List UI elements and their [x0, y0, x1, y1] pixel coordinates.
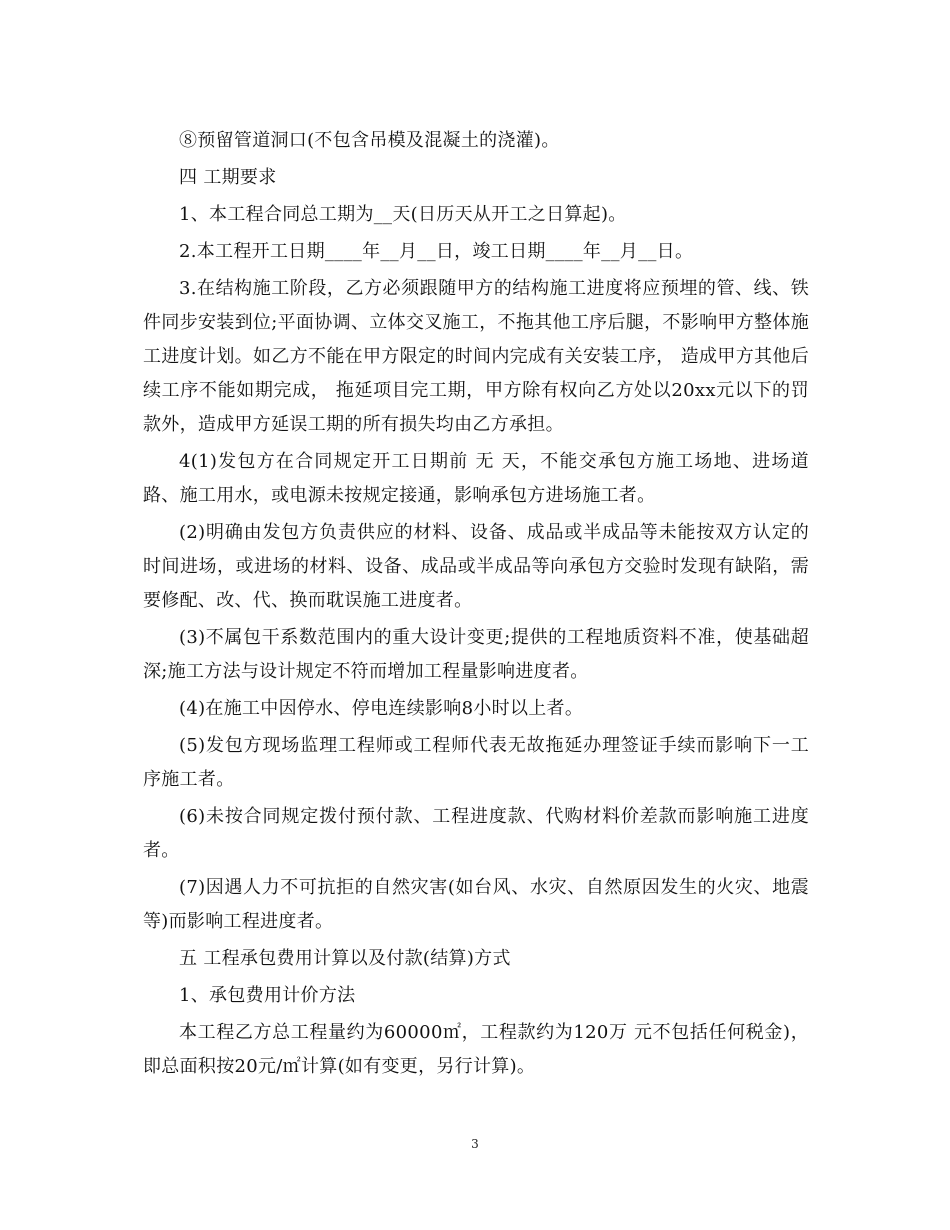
paragraph-item-4: (4)在施工中因停水、停电连续影响8小时以上者。	[179, 698, 584, 719]
paragraph-item-5: (5)发包方现场监理工程师或工程师代表无故拖延办理签证手续而影响下一工序施工者。	[143, 735, 809, 790]
paragraph-item-6: (6)未按合同规定拨付预付款、工程进度款、代购材料价差款而影响施工进度者。	[143, 806, 809, 861]
section-heading-schedule: 四 工期要求	[179, 167, 277, 188]
paragraph-item-3: (3)不属包干系数范围内的重大设计变更;提供的工程地质资料不准，使基础超深;施工方法与设计规定不符而增加工程量影响进度者。	[143, 627, 809, 682]
section-heading-payment: 五 工程承包费用计算以及付款(结算)方式	[179, 948, 511, 969]
paragraph-item-1: 4(1)发包方在合同规定开工日期前 无 天，不能交承包方施工场地、进场道路、施工用水，或电源未按规定接通，影响承包方进场施工者。	[143, 451, 809, 506]
paragraph-structural-phase: 3.在结构施工阶段，乙方必须跟随甲方的结构施工进度将应预埋的管、线、铁件同步安装到位;平面协调、立体交叉施工，不拖其他工序后腿，不影响甲方整体施工进度计划。如乙方不能在甲方限定的时间内完成有关安装工序， 造成甲方其他后续工序不能如期完成， 拖延项目完工期，甲方除有权向乙方处以20xx元以下的罚款外，造成甲方延误工期的所有损失均由乙方承担。	[143, 278, 809, 435]
subheading-pricing-method: 1、承包费用计价方法	[179, 985, 356, 1006]
paragraph-total-quantity: 本工程乙方总工程量约为60000㎡，工程款约为120万 元不包括任何税金)，即总面积按20元/㎡计算(如有变更，另行计算)。	[143, 1022, 809, 1077]
paragraph-total-duration: 1、本工程合同总工期为__天(日历天从开工之日算起)。	[179, 204, 627, 225]
document-body	[143, 124, 809, 1087]
paragraph-item-2: (2)明确由发包方负责供应的材料、设备、成品或半成品等未能按双方认定的时间进场，或进场的材料、设备、成品或半成品等向承包方交验时发现有缺陷，需要修配、改、代、换而耽误施工进度者。	[143, 522, 809, 611]
page-number: 3	[471, 1137, 479, 1151]
paragraph-start-end-dates: 2.本工程开工日期____年__月__日，竣工日期____年__月__日。	[179, 241, 694, 262]
paragraph-item-7: (7)因遇人力不可抗拒的自然灾害(如台风、水灾、自然原因发生的火灾、地震等)而影响工程进度者。	[143, 877, 809, 932]
paragraph-reserved-openings: ⑧预留管道洞口(不包含吊模及混凝土的浇灌)。	[179, 130, 560, 151]
